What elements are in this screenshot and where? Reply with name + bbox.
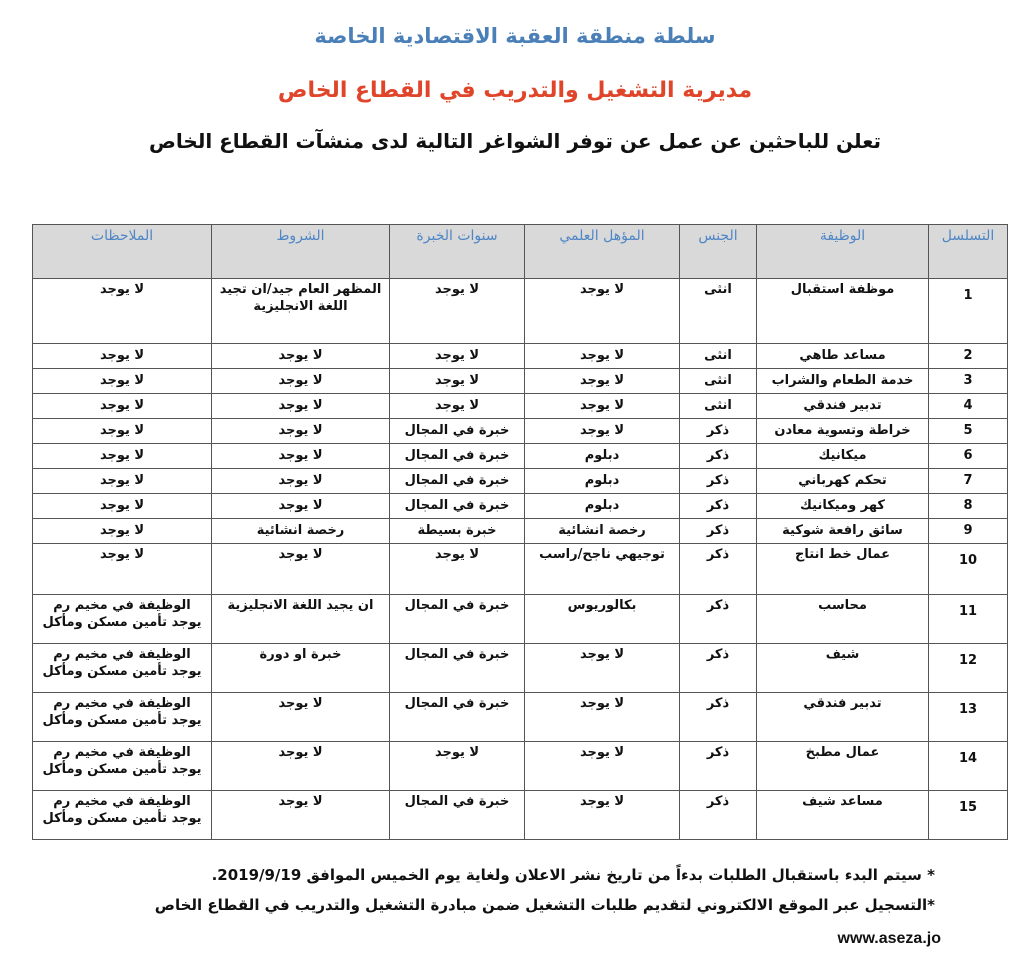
gender-cell: انثى [680,394,757,419]
footer-note-dates: * سيتم البدء باستقبال الطلبات بدءاً من تاريخ نشر الاعلان ولغاية يوم الخميس الموافق 2019/9/19. [211,866,935,884]
column-header-job: الوظيفة [757,225,929,279]
conditions-cell: لا يوجد [212,394,390,419]
table-row [33,693,1008,742]
gender-cell: ذكر [680,791,757,840]
gender-cell: انثى [680,344,757,369]
experience-cell: لا يوجد [390,344,525,369]
job-cell: محاسب [757,595,929,644]
conditions-cell: ان يجيد اللغة الانجليزية [212,595,390,644]
experience-cell: خبرة في المجال [390,644,525,693]
conditions-cell: المظهر العام جيد/ان تجيد اللغة الانجليزية [212,279,390,344]
table-row [33,369,1008,394]
footer-note-registration: *التسجيل عبر الموقع الالكتروني لتقديم طلبات التشغيل ضمن مبادرة التشغيل والتدريب في القطاع الخاص [154,896,935,914]
job-cell: كهر وميكانيك [757,494,929,519]
serial-cell: 1 [929,279,1008,344]
experience-cell: خبرة بسيطة [390,519,525,544]
column-header-conditions: الشروط [212,225,390,279]
table-row [33,469,1008,494]
experience-cell: لا يوجد [390,279,525,344]
gender-cell: ذكر [680,494,757,519]
conditions-cell: لا يوجد [212,444,390,469]
qualification-cell: لا يوجد [525,742,680,791]
qualification-cell: دبلوم [525,469,680,494]
experience-cell: لا يوجد [390,394,525,419]
column-header-experience: سنوات الخبرة [390,225,525,279]
serial-cell: 7 [929,469,1008,494]
qualification-cell: لا يوجد [525,279,680,344]
gender-cell: ذكر [680,444,757,469]
experience-cell: خبرة في المجال [390,595,525,644]
qualification-cell: توجيهي ناجح/راسب [525,544,680,595]
job-cell: خراطة وتسوية معادن [757,419,929,444]
table-row [33,544,1008,595]
column-header-qualification: المؤهل العلمي [525,225,680,279]
conditions-cell: رخصة انشائية [212,519,390,544]
experience-cell: خبرة في المجال [390,693,525,742]
conditions-cell: لا يوجد [212,693,390,742]
qualification-cell: لا يوجد [525,394,680,419]
qualification-cell: لا يوجد [525,369,680,394]
table-header-row [33,225,1008,279]
serial-cell: 15 [929,791,1008,840]
notes-cell: لا يوجد [33,279,212,344]
conditions-cell: لا يوجد [212,344,390,369]
conditions-cell: لا يوجد [212,544,390,595]
job-cell: موظفة استقبال [757,279,929,344]
qualification-cell: لا يوجد [525,344,680,369]
directorate-title: مديرية التشغيل والتدريب في القطاع الخاص [277,78,753,103]
qualification-cell: لا يوجد [525,644,680,693]
serial-cell: 14 [929,742,1008,791]
notes-cell: الوظيفة في مخيم رم يوجد تأمين مسكن ومأكل [33,791,212,840]
gender-cell: ذكر [680,742,757,791]
serial-cell: 13 [929,693,1008,742]
table-row [33,494,1008,519]
experience-cell: خبرة في المجال [390,494,525,519]
job-cell: شيف [757,644,929,693]
experience-cell: خبرة في المجال [390,444,525,469]
conditions-cell: لا يوجد [212,791,390,840]
notes-cell: لا يوجد [33,519,212,544]
notes-cell: لا يوجد [33,444,212,469]
column-header-notes: الملاحظات [33,225,212,279]
job-cell: خدمة الطعام والشراب [757,369,929,394]
qualification-cell: دبلوم [525,444,680,469]
experience-cell: خبرة في المجال [390,469,525,494]
serial-cell: 4 [929,394,1008,419]
serial-cell: 9 [929,519,1008,544]
job-cell: ميكانيك [757,444,929,469]
job-cell: تحكم كهرباني [757,469,929,494]
serial-cell: 2 [929,344,1008,369]
notes-cell: لا يوجد [33,544,212,595]
conditions-cell: لا يوجد [212,369,390,394]
notes-cell: لا يوجد [33,469,212,494]
gender-cell: ذكر [680,644,757,693]
serial-cell: 5 [929,419,1008,444]
website-link[interactable]: www.aseza.jo [837,930,941,947]
vacancies-table [32,224,1008,840]
experience-cell: لا يوجد [390,369,525,394]
qualification-cell: لا يوجد [525,419,680,444]
gender-cell: انثى [680,279,757,344]
notes-cell: لا يوجد [33,494,212,519]
gender-cell: ذكر [680,519,757,544]
qualification-cell: لا يوجد [525,791,680,840]
job-cell: مساعد طاهي [757,344,929,369]
serial-cell: 6 [929,444,1008,469]
qualification-cell: رخصة انشائية [525,519,680,544]
notes-cell: الوظيفة في مخيم رم يوجد تأمين مسكن ومأكل [33,595,212,644]
conditions-cell: خبرة او دورة [212,644,390,693]
conditions-cell: لا يوجد [212,742,390,791]
serial-cell: 10 [929,544,1008,595]
conditions-cell: لا يوجد [212,419,390,444]
table-row [33,742,1008,791]
table-row [33,644,1008,693]
conditions-cell: لا يوجد [212,469,390,494]
serial-cell: 3 [929,369,1008,394]
notes-cell: لا يوجد [33,419,212,444]
table-row [33,595,1008,644]
column-header-serial: التسلسل [929,225,1008,279]
notes-cell: الوظيفة في مخيم رم يوجد تأمين مسكن ومأكل [33,644,212,693]
job-cell: سائق رافعة شوكية [757,519,929,544]
table-row [33,419,1008,444]
gender-cell: ذكر [680,544,757,595]
table-row [33,344,1008,369]
experience-cell: خبرة في المجال [390,791,525,840]
gender-cell: انثى [680,369,757,394]
qualification-cell: دبلوم [525,494,680,519]
table-row [33,279,1008,344]
job-cell: تدبير فندقي [757,693,929,742]
job-cell: عمال خط انتاج [757,544,929,595]
notes-cell: لا يوجد [33,344,212,369]
authority-title: سلطة منطقة العقبة الاقتصادية الخاصة [314,24,716,48]
table-row [33,444,1008,469]
serial-cell: 11 [929,595,1008,644]
column-header-gender: الجنس [680,225,757,279]
gender-cell: ذكر [680,469,757,494]
table-row [33,791,1008,840]
qualification-cell: بكالوريوس [525,595,680,644]
serial-cell: 12 [929,644,1008,693]
gender-cell: ذكر [680,595,757,644]
qualification-cell: لا يوجد [525,693,680,742]
table-row [33,519,1008,544]
experience-cell: لا يوجد [390,742,525,791]
gender-cell: ذكر [680,693,757,742]
notes-cell: لا يوجد [33,394,212,419]
experience-cell: خبرة في المجال [390,419,525,444]
job-cell: تدبير فندقي [757,394,929,419]
table-row [33,394,1008,419]
experience-cell: لا يوجد [390,544,525,595]
job-cell: مساعد شيف [757,791,929,840]
notes-cell: الوظيفة في مخيم رم يوجد تأمين مسكن ومأكل [33,742,212,791]
notes-cell: لا يوجد [33,369,212,394]
job-cell: عمال مطبخ [757,742,929,791]
gender-cell: ذكر [680,419,757,444]
notes-cell: الوظيفة في مخيم رم يوجد تأمين مسكن ومأكل [33,693,212,742]
serial-cell: 8 [929,494,1008,519]
conditions-cell: لا يوجد [212,494,390,519]
announcement-heading: تعلن للباحثين عن عمل عن توفر الشواغر التالية لدى منشآت القطاع الخاص [148,129,882,153]
